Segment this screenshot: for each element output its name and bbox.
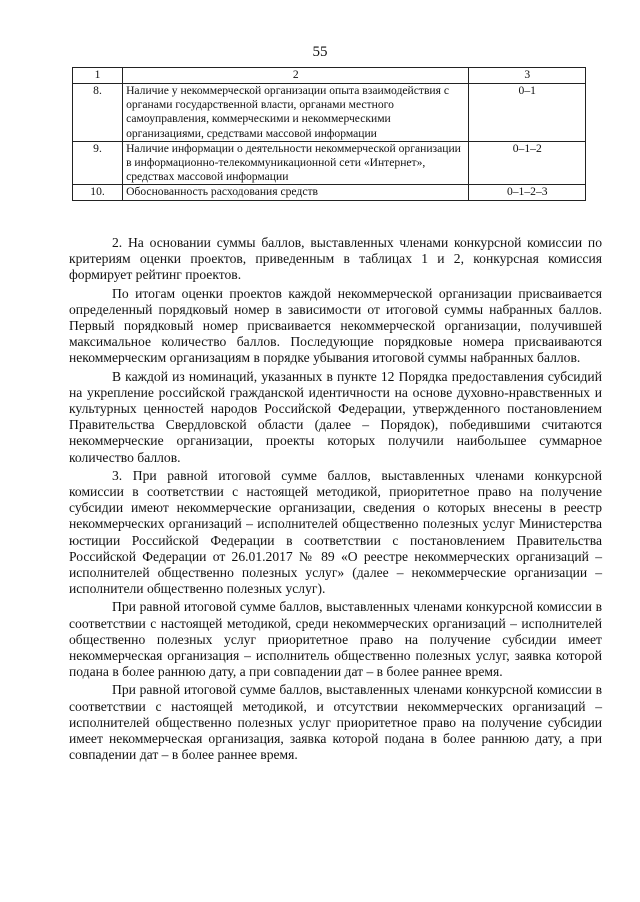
table-header-row bbox=[73, 68, 586, 84]
table-header-cell: 1 bbox=[73, 68, 123, 84]
row-number: 8. bbox=[73, 84, 123, 142]
page-number: 55 bbox=[312, 44, 328, 60]
paragraph: При равной итоговой сумме баллов, выставленных членами конкурсной комиссии в соответствии с настоящей методикой, и отсутствии некоммерческих организаций – исполнителей общественно полезных услуг приоритетное право на получение субсидии имеет некоммерческая организация, заявка которой подана в более раннюю дату, а при совпадении дат – в более раннее время. bbox=[69, 682, 602, 763]
paragraph: По итогам оценки проектов каждой некоммерческой организации присваивается определенный порядковый номер в зависимости от итоговой суммы набранных баллов. Первый порядковый номер присваивается некоммерческой организации, получившей максимальное количество баллов. Последующие порядковые номера присваиваются некоммерческим организациям в порядке убывания итоговой суммы набранных баллов. bbox=[69, 285, 602, 366]
table-row bbox=[73, 185, 586, 200]
score-range: 0–1–2 bbox=[469, 141, 586, 185]
table-row bbox=[73, 84, 586, 142]
criteria-table bbox=[72, 67, 586, 201]
paragraph: В каждой из номинаций, указанных в пункте 12 Порядка предоставления субсидий на укрепление российской гражданской идентичности на основе духовно-нравственных и культурных ценностей народов Российской Федерации, утвержденного постановлением Правительства Свердловской области (далее – Порядок), победившими считаются некоммерческие организации, проекты которых получили наибольшее суммарное количество баллов. bbox=[69, 368, 602, 465]
table-header-cell: 3 bbox=[469, 68, 586, 84]
score-range: 0–1–2–3 bbox=[469, 185, 586, 200]
row-number: 9. bbox=[73, 141, 123, 185]
criterion-name: Наличие информации о деятельности некоммерческой организации в информационно-телекоммуникационной сети «Интернет», средствах массовой информации bbox=[123, 141, 469, 185]
criterion-name: Обоснованность расходования средств bbox=[123, 185, 469, 200]
score-range: 0–1 bbox=[469, 84, 586, 142]
table-row bbox=[73, 141, 586, 185]
paragraph: 3. При равной итоговой сумме баллов, выставленных членами конкурсной комиссии в соответствии с настоящей методикой, приоритетное право на получение субсидии имеют некоммерческие организации, сведения о которых внесены в реестр некоммерческих организаций – исполнителей общественно полезных услуг Министерства юстиции Российской Федерации в соответствии с постановлением Правительства Российской Федерации от 26.01.2017 № 89 «О реестре некоммерческих организаций – исполнителей общественно полезных услуг» (далее – некоммерческие организации – исполнители общественно полезных услуг). bbox=[69, 467, 602, 597]
paragraph: При равной итоговой сумме баллов, выставленных членами конкурсной комиссии в соответствии с настоящей методикой, среди некоммерческих организаций – исполнителей общественно полезных услуг приоритетное право на получение субсидии имеет некоммерческая организация – исполнитель общественно полезных услуг, заявка которой подана в более раннюю дату, а при совпадении дат – в более раннее время. bbox=[69, 599, 602, 680]
row-number: 10. bbox=[73, 185, 123, 200]
body-text bbox=[69, 235, 602, 766]
paragraph: 2. На основании суммы баллов, выставленных членами конкурсной комиссии по критериям оценки проектов, приведенным в таблицах 1 и 2, конкурсная комиссия формирует рейтинг проектов. bbox=[69, 235, 602, 283]
table-header-cell: 2 bbox=[123, 68, 469, 84]
criterion-name: Наличие у некоммерческой организации опыта взаимодействия с органами государственной власти, органами местного самоуправления, коммерческими и некоммерческими организациями, средствами массовой информации bbox=[123, 84, 469, 142]
